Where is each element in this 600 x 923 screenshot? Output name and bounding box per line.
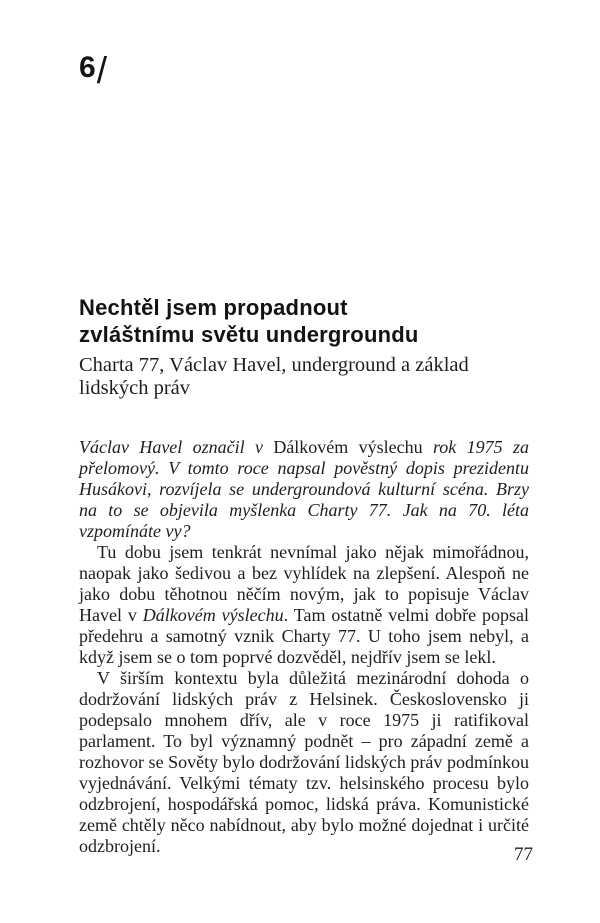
chapter-subtitle-line: Charta 77, Václav Havel, underground a základ	[79, 354, 469, 376]
text-segment: rok 1975 za přelomový. V tomto roce napsal pověstný dopis prezidentu Husákovi, rozvíjela se undergroundová kulturní scéna. Brzy na to se objevila myšlenka Charty 77. Jak na 70. léta vzpomínáte vy?	[79, 437, 529, 541]
chapter-title-line: Nechtěl jsem propadnout	[79, 295, 348, 320]
chapter-title-line: zvláštnímu světu undergroundu	[79, 322, 419, 347]
body-text	[79, 437, 529, 857]
chapter-title	[79, 294, 539, 348]
chapter-heading	[79, 294, 539, 400]
page-number: 77	[514, 844, 533, 865]
chapter-number-digit: 6	[79, 51, 96, 84]
chapter-subtitle-line: lidských práv	[79, 377, 191, 399]
chapter-number	[79, 50, 107, 91]
chapter-number-slash: /	[96, 50, 107, 91]
paragraph	[79, 542, 529, 668]
text-segment: Václav Havel označil v	[79, 437, 274, 457]
text-segment: . Tam ostatně velmi dobře popsal předehru a samotný vznik Charty 77. U toho jsem nebyl, a když jsem se o tom poprvé dozvěděl, nejdřív jsem se lekl.	[79, 605, 530, 667]
text-segment: Dálkovém výslechu	[273, 437, 423, 457]
paragraph	[79, 437, 529, 542]
text-segment: Tu dobu jsem tenkrát nevnímal jako nějak mimořádnou, naopak jako šedivou a bez vyhlídek na zlepšení. Alespoň ne jako dobu těhotnou něčím novým, jak to popisuje Václav Havel v	[79, 542, 529, 625]
paragraph	[79, 668, 529, 857]
chapter-subtitle	[79, 354, 539, 400]
text-segment: V širším kontextu byla důležitá mezinárodní dohoda o dodržování lidských práv z Helsinek. Československo ji podepsalo mnohem dřív, ale v roce 1975 ji ratifikoval parlament. To byl významný podnět – pro západní země a rozhovor se Sověty bylo dodržování lidských práv podmínkou vyjednávání. Velkými tématy tzv. helsinského procesu bylo odzbrojení, hospodářská pomoc, lidská práva. Komunistické země chtěly něco nabídnout, aby bylo možné dojednat i určité odzbrojení.	[79, 668, 529, 856]
text-segment: Dálkovém výslechu	[142, 605, 284, 625]
